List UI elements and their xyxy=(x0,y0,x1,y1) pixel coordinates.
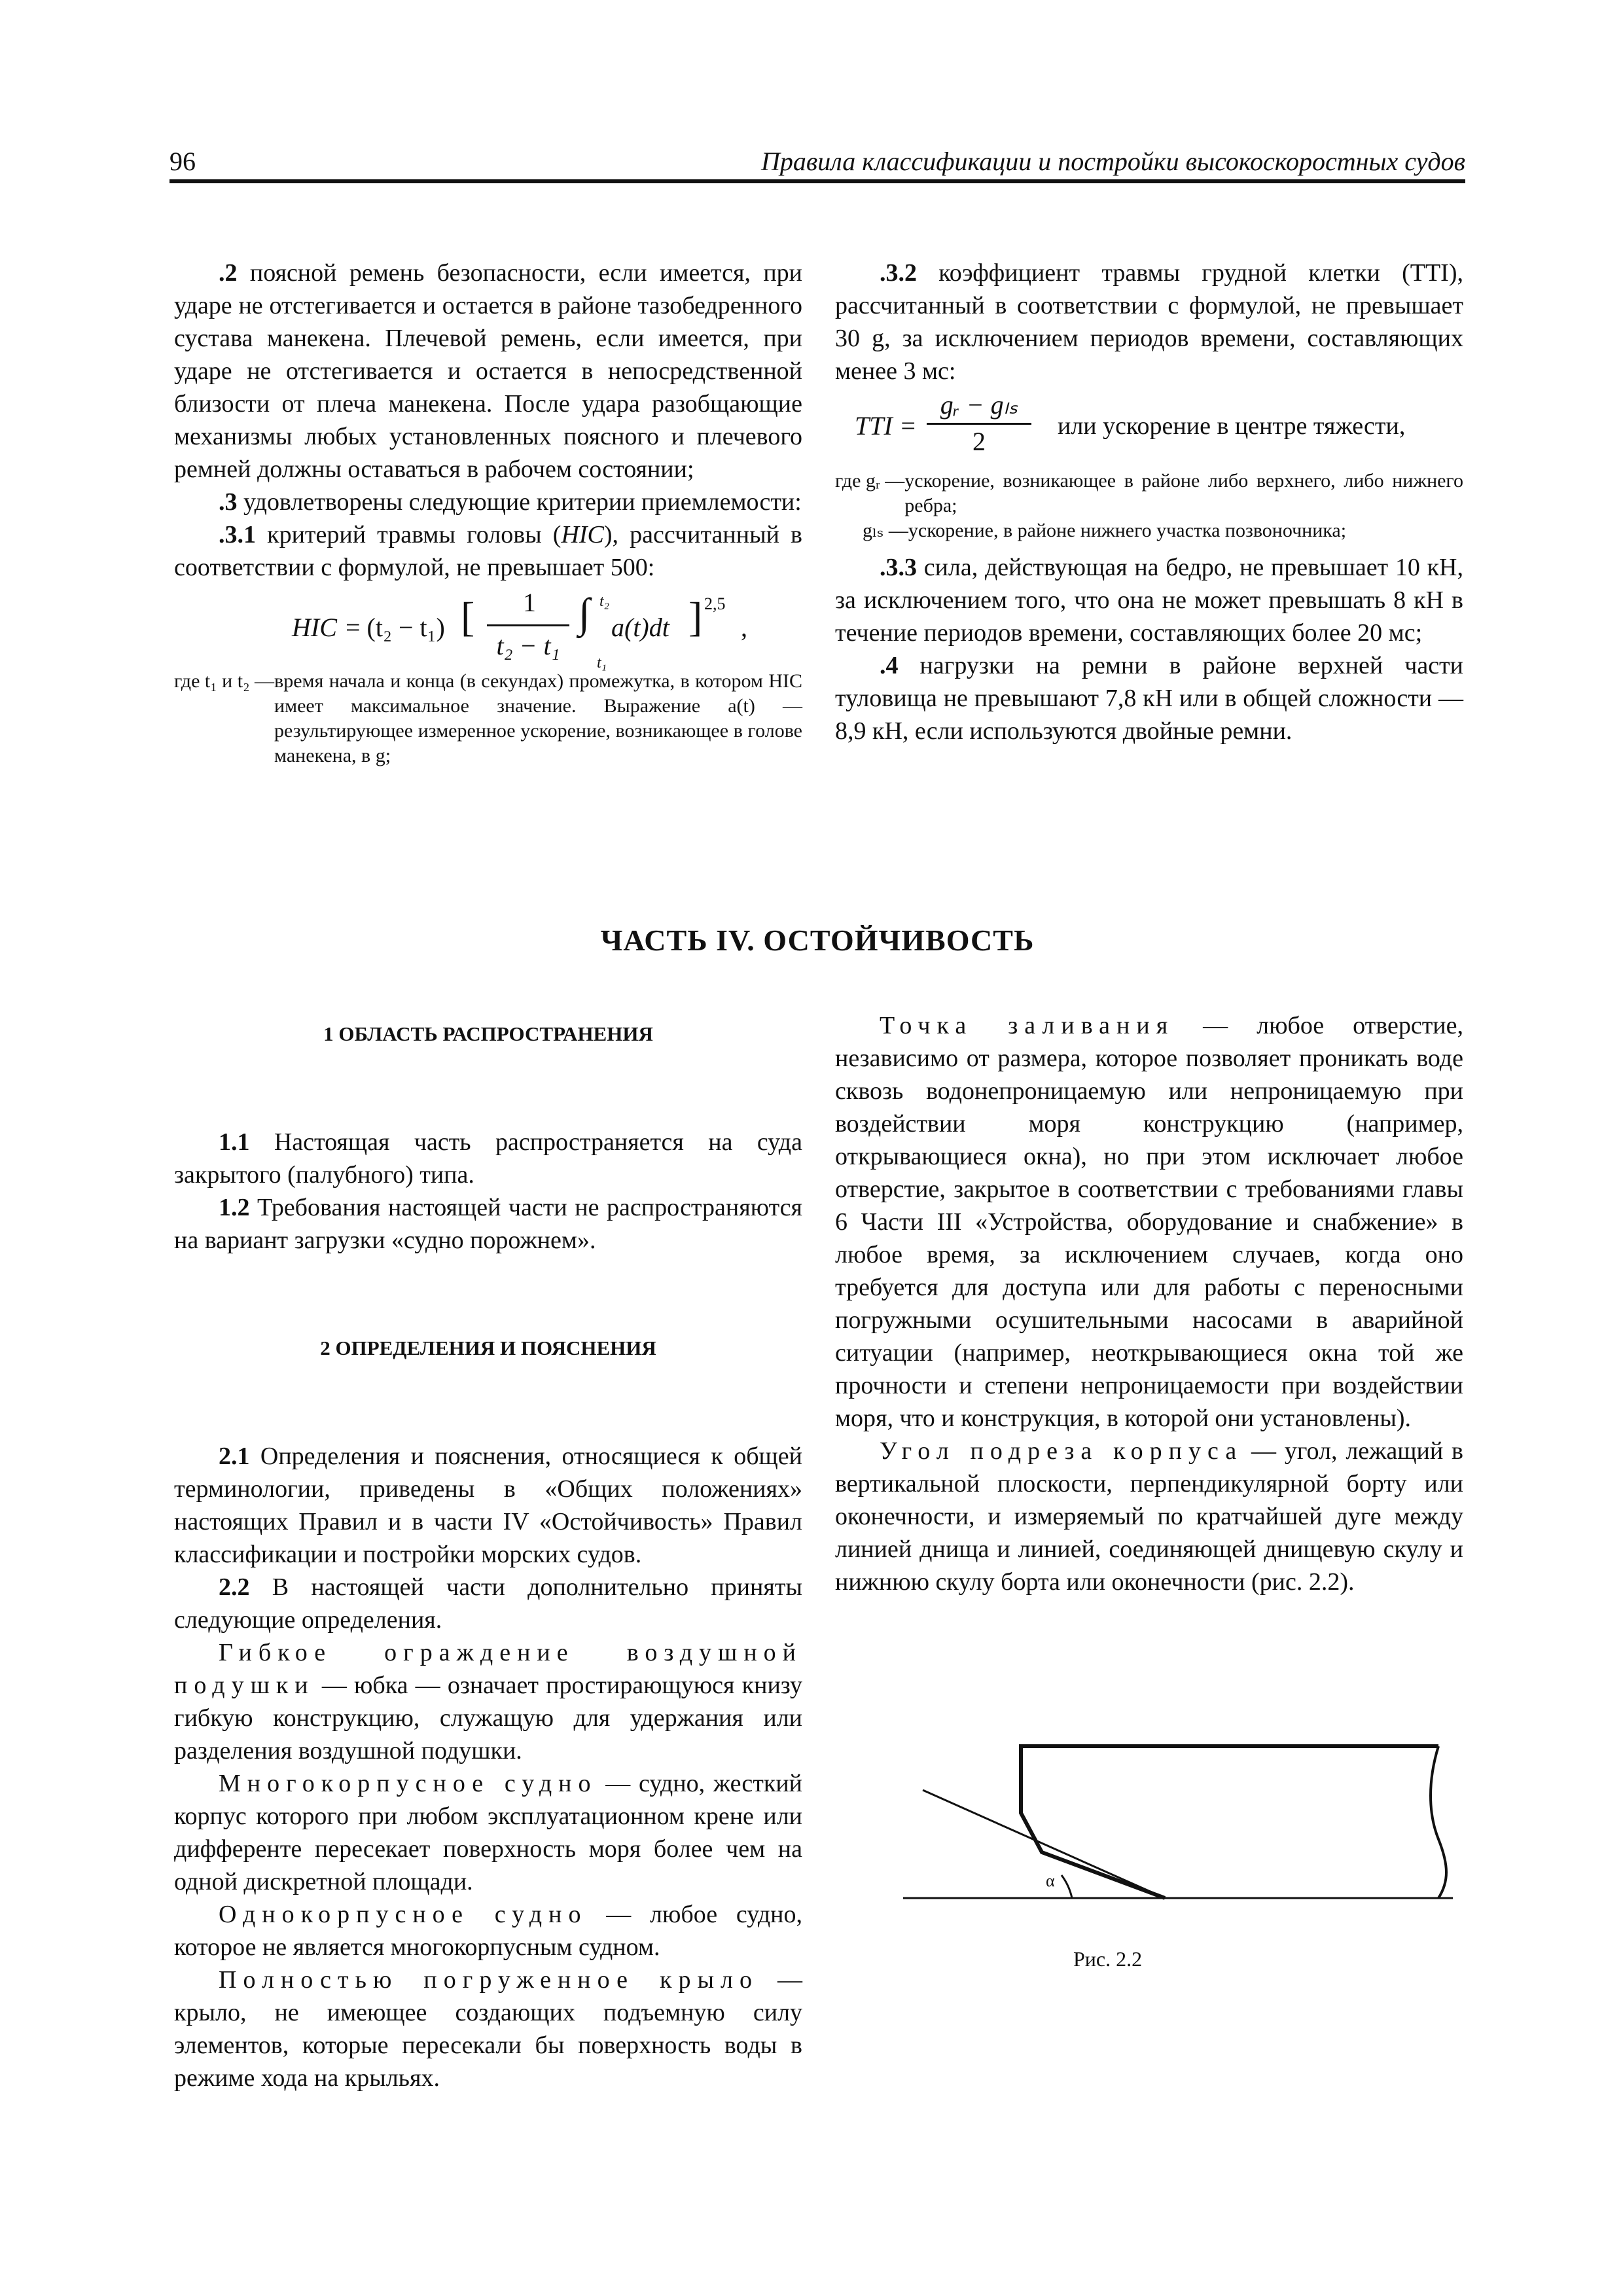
tti-note-1: где gᵣ — ускорение, возникающее в районе либо верхнего, либо нижнего ребра; xyxy=(835,470,1463,516)
paragraph-2-1: 2.1 Определения и пояснения, относящиеся к общей терминологии, приведены в «Общих положениях» настоящих Правил и в части IV «Остойчивость» Правил классификации и постройки морских судов. xyxy=(174,1443,802,1568)
definition-multihull: Многокорпусное судно — судно, жесткий корпус которого при любом эксплуатационном крене или дифференте пересекает поверхность моря более чем на одной дискретной площади. xyxy=(174,1770,802,1895)
page-header xyxy=(169,145,1465,183)
figure-caption: Рис. 2.2 xyxy=(1073,1947,1143,1971)
angle-alpha-label: α xyxy=(1046,1871,1055,1890)
definition-monohull: Однокорпусное судно — любое судно, которое не является многокорпусным судном. xyxy=(174,1901,802,1961)
section-2-heading: 2 ОПРЕДЕЛЕНИЯ И ПОЯСНЕНИЯ xyxy=(320,1336,656,1359)
hic-formula: HIC = (t₂ − t₁) [ 1 t₂ − t₁ ∫ t₂ t₁ a(t)dt ] 2,5 , xyxy=(292,588,747,672)
paragraph-1-1: 1.1 Настоящая часть распространяется на суда закрытого (палубного) типа. xyxy=(174,1128,802,1189)
definition-downflooding-point: Точка заливания — любое отверстие, независимо от размера, которое позволяет проникать воде сквозь водонепроницаемую или непроницаемую при воздействии моря конструкцию (например, открывающиеся окна), но при этом исключает любое отверстие, закрытое в соответствии с требованиями главы 6 Части III «Устройства, оборудование и снабжение» в любое время, за исключением случаев, когда оно требуется для доступа или для работы с переносными погружными осушительными насосами в аварийной ситуации (например, неоткрывающиеся окна той же прочности и степени непроницаемости при воздействии моря, что и конструкция, в которой они установлены). xyxy=(835,1012,1463,1432)
slope-line xyxy=(923,1790,1165,1898)
part-title: ЧАСТЬ IV. ОСТОЙЧИВОСТЬ xyxy=(600,924,1035,957)
paragraph-3-1: .3.1 критерий травмы головы (HIC), рассчитанный в соответствии с формулой, не превышает 500: xyxy=(174,521,802,581)
hull-break-line xyxy=(1431,1746,1446,1898)
figure-2-2 xyxy=(897,1741,1459,1931)
bottom-right-column xyxy=(835,1009,1463,1598)
page-number: 96 xyxy=(169,147,196,176)
bottom-left-column xyxy=(174,1018,802,2094)
angle-arc xyxy=(1061,1875,1072,1898)
paragraph-2-2: 2.2 В настоящей части дополнительно приняты следующие определения. xyxy=(174,1573,802,1634)
tti-note-2: gₗₛ — ускорение, в районе нижнего участка позвоночника; xyxy=(863,520,1347,541)
definition-undercut-angle: Угол подреза корпуса — угол, лежащий в вертикальной плоскости, перпендикулярной борту или оконечности, и измеряемый по кратчайшей дуге между линией днища и линией, соединяющей днищевую скулу и нижнюю скулу борта или оконечности (рис. 2.2). xyxy=(835,1437,1463,1596)
tti-formula: TTI = gᵣ − gₗₛ 2 или ускорение в центре тяжести, xyxy=(855,390,1406,456)
top-right-column xyxy=(835,257,1463,747)
paragraph-4: .4 нагрузки на ремни в районе верхней части туловища не превышают 7,8 кН или в общей сложности — 8,9 кН, если используются двойные ремни. xyxy=(835,652,1463,745)
paragraph-1-2: 1.2 Требования настоящей части не распространяются на вариант загрузки «судно порожнем». xyxy=(174,1194,802,1254)
section-1-heading: 1 ОБЛАСТЬ РАСПРОСТРАНЕНИЯ xyxy=(323,1022,653,1045)
hull-outline-line xyxy=(1021,1746,1438,1898)
hic-note: где t₁ и t₂ — время начала и конца (в секундах) промежутка, в котором HIC имеет максимальное значение. Выражение a(t) — результирующее измеренное ускорение, возникающее в голове манекена, в g; xyxy=(174,670,802,766)
paragraph-2: .2 поясной ремень безопасности, если имеется, при ударе не отстегивается и остается в районе тазобедренного сустава манекена. Плечевой ремень, если имеется, при ударе не отстегивается и остается в непосредственной близости от плеча манекена. После удара разобщающие механизмы любых установленных поясного и плечевого ремней должны оставаться в рабочем состоянии; xyxy=(174,259,802,483)
paragraph-3: .3 удовлетворены следующие критерии приемлемости: xyxy=(219,488,802,516)
definition-skirt: Гибкое ограждение воздушной подушки — юбка — означает простирающуюся книзу гибкую конструкцию, служащую для удержания или разделения воздушной подушки. xyxy=(174,1639,802,1765)
paragraph-3-2: .3.2 коэффициент травмы грудной клетки (TTI), рассчитанный в соответствии с формулой, не превышает 30 g, за исключением периодов времени, составляющих менее 3 мс: xyxy=(835,259,1463,385)
paragraph-3-3: .3.3 сила, действующая на бедро, не превышает 10 кН, за исключением того, что она не может превышать 8 кН в течение периодов времени, составляющих более 20 мс; xyxy=(835,554,1463,647)
top-left-column xyxy=(174,257,802,768)
running-title: Правила классификации и постройки высокоскоростных судов xyxy=(761,147,1465,176)
definition-submerged-foil: Полностью погруженное крыло — крыло, не имеющее создающих подъемную силу элементов, которые пересекали бы поверхность воды в режиме хода на крыльях. xyxy=(174,1966,802,2092)
